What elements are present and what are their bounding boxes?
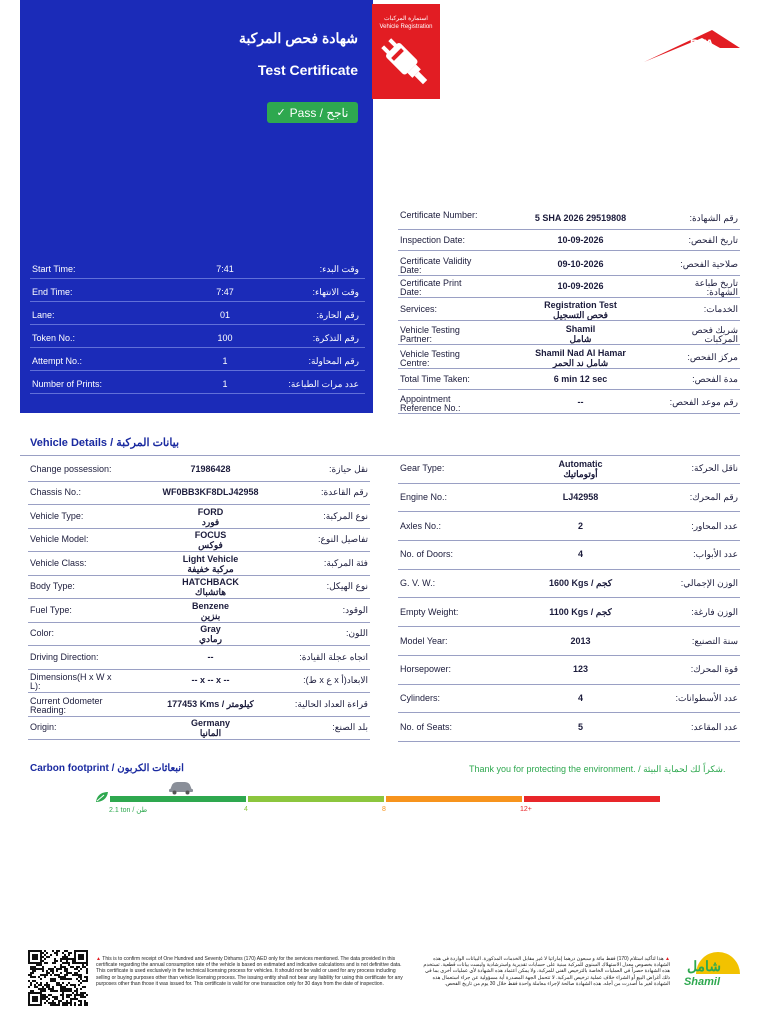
vehicle-label-en: No. of Seats:: [400, 721, 453, 732]
certificate-value: 5 SHA 2026 29519808: [534, 212, 627, 223]
time-value: 01: [219, 310, 230, 320]
certificate-value: --: [577, 397, 584, 407]
row-divider: [30, 370, 365, 371]
vehicle-value-ar: فوكس: [198, 540, 223, 551]
vehicle-label-en: Chassis No.:: [30, 487, 82, 498]
certificate-row: [398, 392, 740, 414]
vehicle-detail-row: [398, 512, 740, 541]
certificate-label-en: Vehicle Testing Centre:: [400, 348, 460, 368]
time-label-ar: وقت البدء:: [319, 264, 359, 274]
warning-icon: ▲: [665, 956, 670, 962]
row-divider: [30, 347, 365, 348]
time-label-en: Attempt No.:: [32, 356, 83, 366]
vehicle-value: 2013: [570, 635, 591, 646]
pass-badge: [267, 102, 358, 123]
time-label-en: End Time:: [32, 287, 73, 297]
vehicle-detail-row: [398, 685, 740, 714]
vehicle-label-en: Dimensions(H x W x L):: [30, 672, 112, 692]
footer-text-ar: هذا لتأكيد استلام (170) فقط مائة و سبعون درهما إماراتيا لا غير مقابل الخدمات المذكورة. البيانات الواردة في هذه الشهادة بخصوص معدل الاستهلاك السنوي للمركبة مبنية على حسابات تقديرية واسترشادية وليست بيانات قطعية. تستخدم هذه الشهادة حصراً في العمليات الخاصة بالترخيص الفني للمركبة، ولا يمكن اعتماد هذه الشهادة لأي عمليات أخرى بما في ذلك أغراض البيع أو الشراء خلاف عملية ترخيص المركبة. لا تتحمل الجهة المصدرة أية مسؤولية عن جراء استعمال هذه الشهادة لغير ما أصدرت من أجله. هذه الشهادة صالحة لإجراء معاملة واحدة فقط خلال 30 يوم من تاريخ الفحص.: [423, 956, 670, 987]
vehicle-label-ar: اللون:: [346, 628, 368, 639]
time-row: [30, 374, 365, 394]
vehicle-value: 2: [577, 520, 583, 531]
vehicle-value: 4: [577, 549, 583, 560]
vehicle-registration-badge: [372, 4, 440, 99]
certificate-label-ar: مدة الفحص:: [692, 374, 738, 384]
carbon-footprint-title: Carbon footprint / انبعاثات الكربون: [30, 763, 184, 774]
shamil-logo: [676, 952, 744, 992]
time-label-ar: عدد مرات الطباعة:: [288, 379, 359, 389]
time-row: [30, 282, 365, 302]
vehicle-label-ar: سنة التصنيع:: [691, 635, 738, 646]
vehicle-detail-row: [398, 541, 740, 570]
vehicle-value-ar: رمادي: [199, 634, 222, 645]
footer-text-en: This is to confirm receipt of One Hundred and Seventy Dirhams (170) AED only for the services mentioned. The data provided in this certificate regarding the annual consumption rate of the vehicle is based on estimated and indicative calculations and is not definitive data. This certificate is used exclusively in the technical licensing process for vehicles. It should not be valid or used for any process including selling or buying purposes other than vehicle licensing process. The issuing entity shall not bear any liability for using this certificate for any purposes other than those it was issued for. This certificate is valid for one transaction only for 30 days from the date of inspection.: [96, 956, 403, 987]
row-divider: [30, 301, 365, 302]
footer-disclaimer-ar: [416, 956, 670, 987]
leaf-icon: [95, 791, 109, 803]
rta-logo-text: RTA: [690, 37, 714, 51]
certificate-label-en: Certificate Number:: [400, 209, 478, 220]
shamil-logo-en: Shamil: [683, 976, 721, 988]
vehicle-label-en: No. of Doors:: [400, 549, 454, 560]
shamil-logo-ar: شامل: [686, 958, 722, 974]
certificate-value-ar: فحص التسجيل: [553, 310, 608, 320]
vehicle-label-en: Color:: [30, 628, 55, 639]
vehicle-value: FORD: [197, 506, 224, 517]
vehicle-detail-row: [398, 656, 740, 685]
vehicle-value-ar: بنزين: [200, 610, 221, 621]
certificate-label-ar: تاريخ طباعة الشهادة:: [694, 278, 738, 297]
rta-logo: [642, 26, 742, 64]
vehicle-label-ar: عدد الأسطوانات:: [675, 692, 738, 703]
certificate-label-en: Services:: [400, 304, 438, 314]
row-divider: [398, 229, 740, 230]
carbon-bar-segment: [248, 796, 384, 802]
carbon-bar-tick: 4: [244, 806, 248, 813]
vehicle-details-title: Vehicle Details / بيانات المركبة: [30, 437, 180, 449]
vehicle-label-ar: عدد الأبواب:: [693, 549, 738, 560]
time-value: 7:41: [216, 264, 234, 274]
vehicle-value-ar: هاتشباك: [195, 587, 226, 598]
vehicle-value: Gray: [200, 624, 221, 635]
vehicle-value-ar: مركبة خفيفة: [187, 563, 234, 574]
row-divider: [398, 741, 740, 742]
vehicle-detail-row: [398, 713, 740, 742]
row-divider: [398, 344, 740, 345]
vehicle-detail-row: [28, 552, 370, 576]
certificate-label-ar: الخدمات:: [703, 304, 738, 314]
vehicle-label-ar: الوزن فارغة:: [691, 606, 738, 617]
vehicle-label-ar: نوع الهيكل:: [326, 581, 368, 592]
vehicle-value: -- x -- x --: [191, 675, 230, 686]
carbon-bar-segment: [386, 796, 522, 802]
time-label-en: Lane:: [32, 310, 55, 320]
vehicle-label-en: Axles No.:: [400, 520, 442, 531]
certificate-title-ar: شهادة فحص المركبة: [238, 30, 358, 46]
time-label-ar: وقت الانتهاء:: [312, 287, 359, 297]
time-value: 100: [217, 333, 233, 343]
vehicle-detail-row: [28, 623, 370, 647]
vehicle-label-en: Fuel Type:: [30, 604, 72, 615]
vehicle-detail-row: [398, 570, 740, 599]
vehicle-label-ar: رقم المحرك:: [689, 492, 738, 503]
certificate-label-en: Inspection Date:: [400, 235, 466, 245]
vehicle-label-ar: اتجاه عجلة القيادة:: [299, 651, 368, 662]
time-value: 1: [222, 356, 228, 366]
time-label-en: Start Time:: [32, 264, 76, 274]
certificate-value: 10-09-2026: [557, 281, 604, 291]
vr-label-ar: استمارة المركبات: [384, 16, 428, 22]
carbon-value-label: 2.1 ton / طن: [109, 807, 148, 814]
vehicle-label-en: Gear Type:: [400, 463, 445, 474]
vehicle-detail-row: [28, 599, 370, 623]
certificate-value-ar: شامل ند الحمر: [552, 357, 609, 368]
vehicle-label-ar: الوقود:: [342, 604, 368, 615]
vehicle-label-ar: فئة المركبة:: [323, 557, 368, 568]
car-icon: [168, 781, 194, 795]
vehicle-plug-icon: [376, 33, 436, 95]
row-divider: [398, 389, 740, 390]
certificate-value: Shamil Nad Al Hamar: [535, 347, 626, 358]
vehicle-value: 4: [577, 692, 583, 703]
certificate-row: [398, 370, 740, 390]
certificate-label-ar: صلاحية الفحص:: [680, 259, 738, 269]
certificate-label-ar: مركز الفحص:: [687, 351, 738, 362]
certificate-row: [398, 276, 740, 298]
row-divider: [30, 324, 365, 325]
check-icon: ✓: [276, 107, 286, 119]
vehicle-value: 123: [572, 664, 589, 675]
vehicle-label-en: Empty Weight:: [400, 606, 459, 617]
certificate-row: [398, 254, 740, 276]
vehicle-detail-row: [28, 646, 370, 670]
vehicle-value: 5: [577, 721, 583, 732]
vehicle-value: FOCUS: [194, 530, 227, 541]
certificate-row: [398, 346, 740, 369]
vehicle-value-ar: فورد: [201, 516, 220, 527]
certificate-row: [398, 322, 740, 345]
vehicle-value: Germany: [190, 718, 231, 729]
vehicle-detail-row: [28, 717, 370, 741]
certificate-label-ar: شريك فحص المركبات: [691, 324, 738, 344]
vehicle-label-en: Horsepower:: [400, 664, 452, 675]
vehicle-label-ar: نوع المركبة:: [323, 510, 368, 521]
certificate-row: [398, 299, 740, 321]
vehicle-label-ar: ناقل الحركة:: [691, 463, 738, 474]
time-label-en: Number of Prints:: [32, 379, 103, 389]
pass-label: Pass / ناجح: [289, 105, 349, 120]
carbon-bar-tick: 8: [382, 806, 386, 813]
certificate-label-en: Certificate Print Date:: [400, 278, 462, 297]
vehicle-label-en: Current Odometer Reading:: [30, 695, 103, 715]
vehicle-label-en: Body Type:: [30, 581, 75, 592]
certificate-row: [398, 207, 740, 230]
vehicle-value-ar: أوتوماتيك: [563, 469, 598, 480]
vehicle-label-en: Origin:: [30, 722, 57, 733]
carbon-bar-segment: [524, 796, 660, 802]
certificate-label-en: Vehicle Testing Partner:: [400, 324, 460, 344]
vehicle-label-ar: قوة المحرك:: [690, 664, 738, 675]
certificate-label-ar: رقم موعد الفحص:: [669, 397, 738, 407]
vehicle-value: 1100 Kgs / كجم: [549, 606, 612, 617]
row-divider: [30, 393, 365, 394]
time-value: 1: [222, 379, 228, 389]
vehicle-value: Light Vehicle: [182, 553, 239, 564]
row-divider: [398, 413, 740, 414]
vehicle-label-ar: الابعاد(أ x ع x ط):: [303, 675, 368, 686]
vehicle-detail-row: [28, 670, 370, 694]
certificate-label-en: Total Time Taken:: [400, 374, 470, 384]
row-divider: [398, 368, 740, 369]
vehicle-label-en: Driving Direction:: [30, 651, 99, 662]
vehicle-label-ar: نقل حيازة:: [329, 463, 368, 474]
certificate-label-ar: تاريخ الفحص:: [688, 235, 738, 245]
vehicle-detail-row: [28, 529, 370, 553]
vehicle-label-ar: عدد المقاعد:: [691, 721, 738, 732]
vehicle-label-en: Vehicle Class:: [30, 557, 87, 568]
vehicle-detail-row: [28, 693, 370, 717]
row-divider: [398, 250, 740, 251]
vehicle-label-en: Vehicle Model:: [30, 534, 89, 545]
certificate-label-en: Certificate Validity Date:: [400, 256, 472, 275]
vehicle-label-ar: عدد المحاور:: [691, 520, 738, 531]
vehicle-label-ar: رقم القاعدة:: [321, 487, 368, 498]
vehicle-value: WF0BB3KF8DLJ42958: [162, 487, 259, 498]
warning-icon: ▲: [96, 956, 101, 962]
certificate-label-en: Appointment Reference No.:: [400, 394, 461, 413]
time-row: [30, 259, 365, 279]
time-label-ar: رقم المحاولة:: [308, 356, 359, 366]
footer-disclaimer-en: [96, 956, 404, 987]
vehicle-detail-row: [28, 482, 370, 506]
vehicle-detail-row: [398, 599, 740, 628]
certificate-value-ar: شامل: [569, 333, 592, 344]
certificate-title-en: Test Certificate: [257, 62, 358, 78]
environment-thanks: Thank you for protecting the environment. / شكراً لك لحماية البيئة.: [469, 764, 726, 774]
vehicle-value: 1600 Kgs / كجم: [548, 578, 613, 589]
row-divider: [30, 278, 365, 279]
row-divider: [398, 320, 740, 321]
time-value: 7:47: [216, 287, 234, 297]
qr-code: [28, 950, 88, 1006]
vehicle-value: HATCHBACK: [182, 577, 239, 588]
row-divider: [398, 297, 740, 298]
carbon-bar-tick: 12+: [520, 806, 532, 813]
time-label-ar: رقم التذكرة:: [312, 333, 359, 343]
certificate-row: [398, 231, 740, 251]
vehicle-detail-row: [398, 627, 740, 656]
vehicle-detail-row: [28, 505, 370, 529]
certificate-label-ar: رقم الشهادة:: [689, 212, 738, 223]
vehicle-value: LJ42958: [562, 492, 599, 503]
vehicle-label-ar: تفاصيل النوع:: [318, 534, 368, 545]
certificate-value: 6 min 12 sec: [553, 374, 608, 384]
vehicle-detail-row: [398, 484, 740, 513]
time-row: [30, 351, 365, 371]
row-divider: [28, 739, 370, 740]
certificate-value: Registration Test: [544, 300, 617, 310]
time-row: [30, 305, 365, 325]
vehicle-value: 177453 Kms / كيلومتر: [167, 698, 254, 709]
time-label-ar: رقم الحارة:: [316, 310, 359, 320]
certificate-value: Shamil: [565, 323, 596, 334]
vehicle-detail-row: [28, 576, 370, 600]
vehicle-label-ar: الوزن الإجمالي:: [680, 578, 738, 589]
vehicle-label-en: G. V. W.:: [400, 578, 436, 589]
vehicle-value: Automatic: [558, 459, 603, 470]
vehicle-detail-row: [398, 455, 740, 484]
vehicle-value: --: [207, 651, 214, 662]
vehicle-label-en: Cylinders:: [400, 692, 441, 703]
vehicle-label-en: Change possession:: [30, 463, 112, 474]
vehicle-label-en: Engine No.:: [400, 492, 448, 503]
vehicle-label-en: Vehicle Type:: [30, 510, 84, 521]
carbon-bar-segment: [110, 796, 246, 802]
time-row: [30, 328, 365, 348]
vehicle-label-en: Model Year:: [400, 635, 448, 646]
vehicle-value-ar: المانيا: [199, 728, 222, 739]
vehicle-label-ar: قراءة العداد الحالية:: [294, 698, 368, 709]
certificate-value: 09-10-2026: [557, 259, 604, 269]
vehicle-label-ar: بلد الصنع:: [332, 722, 368, 733]
vehicle-value: Benzene: [191, 600, 229, 611]
vehicle-value: 71986428: [190, 463, 231, 474]
vr-label-en: Vehicle Registration: [379, 24, 433, 30]
certificate-value: 10-09-2026: [557, 235, 604, 245]
time-label-en: Token No.:: [32, 333, 76, 343]
vehicle-detail-row: [28, 458, 370, 482]
